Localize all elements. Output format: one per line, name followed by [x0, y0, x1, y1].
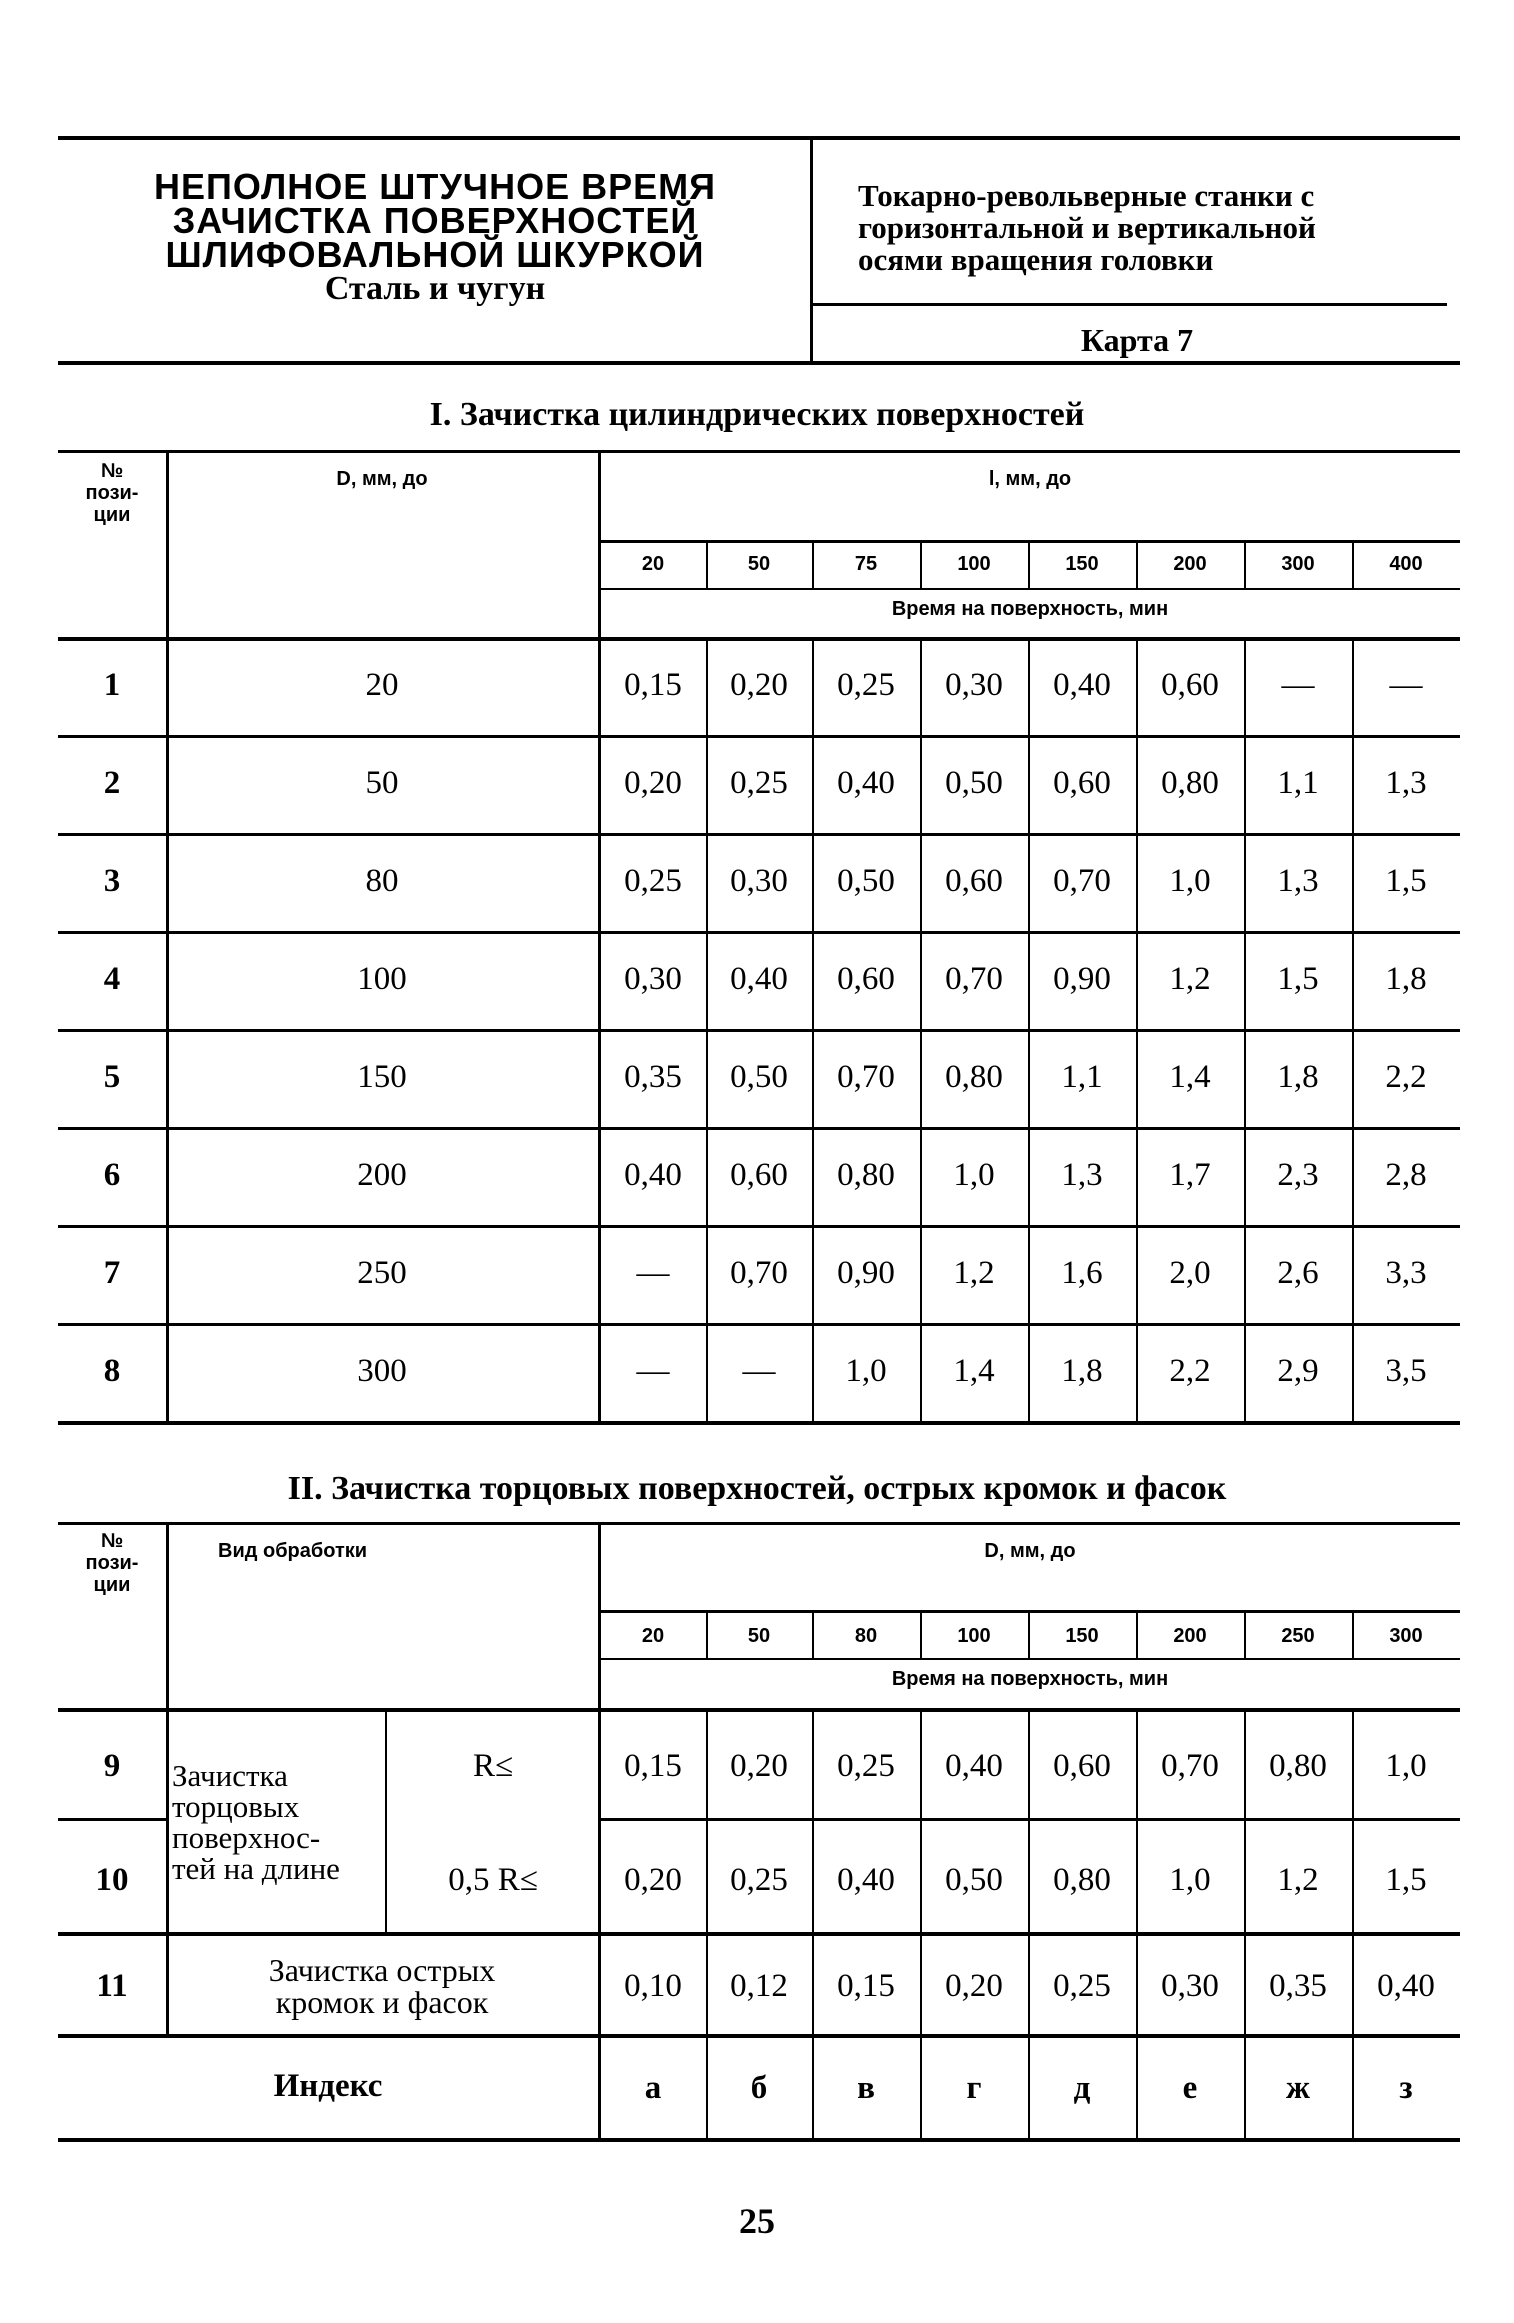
rule-line — [58, 637, 1460, 641]
time-value: 0,60 — [1053, 1748, 1111, 1784]
time-value: 1,3 — [1277, 863, 1319, 899]
time-value: 0,30 — [730, 863, 788, 899]
index-value: б — [750, 2070, 768, 2106]
rule-line — [600, 1610, 1460, 1613]
time-value: — — [1389, 667, 1423, 703]
time-value: 0,20 — [624, 1862, 682, 1898]
row-diameter: 20 — [365, 667, 399, 703]
time-value: 0,70 — [837, 1059, 895, 1095]
rule-line — [58, 1127, 1460, 1130]
row-position: 3 — [103, 863, 121, 899]
time-value: 0,80 — [1053, 1862, 1111, 1898]
time-value: 1,8 — [1385, 961, 1427, 997]
pos-header: ции — [93, 1574, 131, 1596]
row-diameter: 200 — [357, 1157, 407, 1193]
time-value: 0,50 — [945, 1862, 1003, 1898]
time-value: 0,40 — [1377, 1968, 1435, 2004]
time-value: — — [636, 1255, 670, 1291]
edge-cleaning-label: Зачистка острых — [268, 1952, 496, 1988]
rule-line — [598, 1522, 601, 2138]
row-position: 6 — [103, 1157, 121, 1193]
row-condition: R≤ — [472, 1748, 514, 1784]
time-value: 0,50 — [730, 1059, 788, 1095]
face-cleaning-label: Зачистка — [172, 1758, 288, 1793]
time-value: 0,60 — [1053, 765, 1111, 801]
time-value: 1,2 — [1169, 961, 1211, 997]
rule-line — [58, 735, 1460, 738]
l-value-header: 20 — [641, 553, 665, 575]
time-value: 1,3 — [1385, 765, 1427, 801]
row-diameter: 300 — [357, 1353, 407, 1389]
rule-line — [58, 450, 1460, 453]
time-value: 1,6 — [1061, 1255, 1103, 1291]
time-value: 0,20 — [945, 1968, 1003, 2004]
title-line-3: ШЛИФОВАЛЬНОЙ ШКУРКОЙ — [165, 234, 705, 275]
time-value: 0,40 — [945, 1748, 1003, 1784]
title-line-2: ЗАЧИСТКА ПОВЕРХНОСТЕЙ — [172, 200, 698, 241]
time-value: 2,2 — [1385, 1059, 1427, 1095]
time-value: 2,3 — [1277, 1157, 1319, 1193]
time-value: 0,20 — [730, 667, 788, 703]
time-value: 0,70 — [1161, 1748, 1219, 1784]
time-value: 2,6 — [1277, 1255, 1319, 1291]
index-label: Индекс — [273, 2068, 383, 2104]
row-position: 8 — [103, 1353, 121, 1389]
index-value: г — [966, 2070, 982, 2106]
d-value-header: 50 — [747, 1625, 771, 1647]
face-cleaning-label: поверхнос- — [172, 1820, 321, 1855]
time-value: 0,25 — [624, 863, 682, 899]
edge-cleaning-label: кромок и фасок — [275, 1984, 489, 2020]
d-value-header: 300 — [1389, 1625, 1423, 1647]
rule-line — [706, 637, 708, 1421]
time-value: 0,15 — [624, 667, 682, 703]
rule-line — [58, 1932, 1460, 1936]
d-value-header: 150 — [1065, 1625, 1099, 1647]
rule-line — [58, 1818, 166, 1821]
time-value: 3,3 — [1385, 1255, 1427, 1291]
row-diameter: 150 — [357, 1059, 407, 1095]
time-value: 1,0 — [1385, 1748, 1427, 1784]
card-number: Карта 7 — [1080, 322, 1194, 358]
time-value: 2,9 — [1277, 1353, 1319, 1389]
row-diameter: 100 — [357, 961, 407, 997]
time-value: 2,2 — [1169, 1353, 1211, 1389]
index-value: д — [1073, 2070, 1091, 2106]
l-value-header: 400 — [1389, 553, 1423, 575]
time-value: 0,40 — [730, 961, 788, 997]
l-value-header: 50 — [747, 553, 771, 575]
index-value: ж — [1286, 2070, 1310, 2106]
row-position: 4 — [103, 961, 121, 997]
d-value-header: 250 — [1281, 1625, 1315, 1647]
time-value: 0,80 — [1161, 765, 1219, 801]
time-value: 1,5 — [1385, 1862, 1427, 1898]
row-position: 9 — [103, 1748, 121, 1784]
kind-header: Вид обработки — [218, 1540, 368, 1562]
time-value: 1,0 — [1169, 863, 1211, 899]
time-value: 0,10 — [624, 1968, 682, 2004]
rule-line — [1352, 637, 1354, 1421]
row-diameter: 250 — [357, 1255, 407, 1291]
d-header: D, мм, до — [984, 1540, 1076, 1562]
time-value: — — [636, 1353, 670, 1389]
time-value: 1,5 — [1385, 863, 1427, 899]
material-label: Сталь и чугун — [324, 270, 546, 307]
time-value: 1,2 — [953, 1255, 995, 1291]
pos-header: ции — [93, 504, 131, 526]
time-value: 1,1 — [1061, 1059, 1103, 1095]
time-value: 1,8 — [1277, 1059, 1319, 1095]
time-value: 0,60 — [837, 961, 895, 997]
time-value: 1,0 — [845, 1353, 887, 1389]
time-value: 0,90 — [1053, 961, 1111, 997]
index-value: а — [644, 2070, 662, 2106]
time-value: 0,60 — [1161, 667, 1219, 703]
time-value: 0,60 — [945, 863, 1003, 899]
time-value: 2,0 — [1169, 1255, 1211, 1291]
time-value: 1,7 — [1169, 1157, 1211, 1193]
section2-title: II. Зачистка торцовых поверхностей, острых кромок и фасок — [287, 1470, 1227, 1507]
time-value: 1,2 — [1277, 1862, 1319, 1898]
time-value: 0,25 — [730, 1862, 788, 1898]
row-position: 2 — [103, 765, 121, 801]
rule-line — [920, 637, 922, 1421]
time-value: 0,40 — [837, 765, 895, 801]
time-value: 3,5 — [1385, 1353, 1427, 1389]
time-value: 0,25 — [837, 1748, 895, 1784]
time-value: 0,35 — [1269, 1968, 1327, 2004]
time-value: 1,0 — [1169, 1862, 1211, 1898]
time-value: 0,50 — [945, 765, 1003, 801]
time-value: 0,25 — [730, 765, 788, 801]
time-value: 1,4 — [1169, 1059, 1211, 1095]
rule-line — [58, 2138, 1460, 2142]
machine-line-3: осями вращения головки — [858, 242, 1214, 277]
rule-line — [600, 1818, 1460, 1821]
rule-line — [600, 540, 1460, 543]
pos-header: пози- — [85, 482, 139, 504]
time-value: 1,1 — [1277, 765, 1319, 801]
document-title — [60, 166, 810, 307]
rule-line — [58, 1421, 1460, 1425]
row-position: 1 — [103, 667, 121, 703]
time-value: 0,20 — [624, 765, 682, 801]
time-value: 0,15 — [837, 1968, 895, 2004]
row-position: 7 — [103, 1255, 121, 1291]
index-value: з — [1399, 2070, 1413, 2106]
rule-line — [58, 1029, 1460, 1032]
time-value: 1,0 — [953, 1157, 995, 1193]
time-value: 0,80 — [1269, 1748, 1327, 1784]
time-value: 0,90 — [837, 1255, 895, 1291]
time-value: 1,5 — [1277, 961, 1319, 997]
face-cleaning-label: торцовых — [172, 1789, 300, 1824]
rule-line — [58, 2034, 1460, 2038]
time-value: 0,20 — [730, 1748, 788, 1784]
rule-line — [1244, 637, 1246, 1421]
machine-line-1: Токарно-револьверные станки с — [858, 178, 1315, 213]
row-position: 5 — [103, 1059, 121, 1095]
time-value: 0,50 — [837, 863, 895, 899]
section1-title: I. Зачистка цилиндрических поверхностей — [429, 396, 1085, 433]
row-position: 11 — [96, 1968, 128, 2004]
d-value-header: 100 — [957, 1625, 991, 1647]
time-value: 0,30 — [1161, 1968, 1219, 2004]
page-number: 25 — [739, 2201, 775, 2241]
l-value-header: 150 — [1065, 553, 1099, 575]
time-value: 0,12 — [730, 1968, 788, 2004]
rule-line — [58, 1708, 1460, 1712]
time-value: 1,4 — [953, 1353, 995, 1389]
l-value-header: 100 — [957, 553, 991, 575]
machine-type — [858, 180, 1418, 276]
pos-header: № — [100, 1530, 124, 1552]
rule-line — [58, 931, 1460, 934]
face-cleaning-label: тей на длине — [172, 1851, 340, 1886]
rule-line — [600, 588, 1460, 590]
time-value: 0,80 — [945, 1059, 1003, 1095]
rule-line — [812, 637, 814, 1421]
time-value: 0,40 — [624, 1157, 682, 1193]
l-header: l, мм, до — [988, 468, 1072, 490]
time-header: Время на поверхность, мин — [891, 598, 1169, 620]
d-value-header: 80 — [854, 1625, 878, 1647]
rule-line — [58, 1323, 1460, 1326]
d-value-header: 200 — [1173, 1625, 1207, 1647]
time-value: 0,25 — [837, 667, 895, 703]
time-value: 0,30 — [624, 961, 682, 997]
time-value: 0,70 — [730, 1255, 788, 1291]
row-diameter: 50 — [365, 765, 399, 801]
time-value: 0,40 — [837, 1862, 895, 1898]
d-header: D, мм, до — [336, 468, 428, 490]
rule-line — [58, 833, 1460, 836]
rule-line — [600, 1658, 1460, 1660]
time-value: 0,30 — [945, 667, 1003, 703]
row-position: 10 — [95, 1862, 129, 1898]
index-value: е — [1182, 2070, 1198, 2106]
rule-line — [1136, 637, 1138, 1421]
rule-line — [1028, 637, 1030, 1421]
row-diameter: 80 — [365, 863, 399, 899]
time-value: 1,3 — [1061, 1157, 1103, 1193]
time-value: 0,80 — [837, 1157, 895, 1193]
l-value-header: 200 — [1173, 553, 1207, 575]
d-value-header: 20 — [641, 1625, 665, 1647]
index-value: в — [857, 2070, 875, 2106]
l-value-header: 300 — [1281, 553, 1315, 575]
machine-line-2: горизонтальной и вертикальной — [858, 210, 1316, 245]
time-value: 0,60 — [730, 1157, 788, 1193]
time-value: 2,8 — [1385, 1157, 1427, 1193]
time-value: 0,25 — [1053, 1968, 1111, 2004]
pos-header: № — [100, 460, 124, 482]
time-header: Время на поверхность, мин — [891, 1668, 1169, 1690]
time-value: 1,8 — [1061, 1353, 1103, 1389]
time-value: 0,35 — [624, 1059, 682, 1095]
time-value: 0,70 — [1053, 863, 1111, 899]
time-value: 0,40 — [1053, 667, 1111, 703]
title-line-1: НЕПОЛНОЕ ШТУЧНОЕ ВРЕМЯ — [153, 166, 717, 207]
rule-line — [385, 1708, 387, 1932]
l-value-header: 75 — [854, 553, 878, 575]
time-value: — — [1281, 667, 1315, 703]
row-condition: 0,5 R≤ — [448, 1862, 538, 1898]
pos-header: пози- — [85, 1552, 139, 1574]
time-value: 0,15 — [624, 1748, 682, 1784]
time-value: — — [742, 1353, 776, 1389]
rule-line — [58, 1225, 1460, 1228]
rule-line — [58, 1522, 1460, 1525]
time-value: 0,70 — [945, 961, 1003, 997]
